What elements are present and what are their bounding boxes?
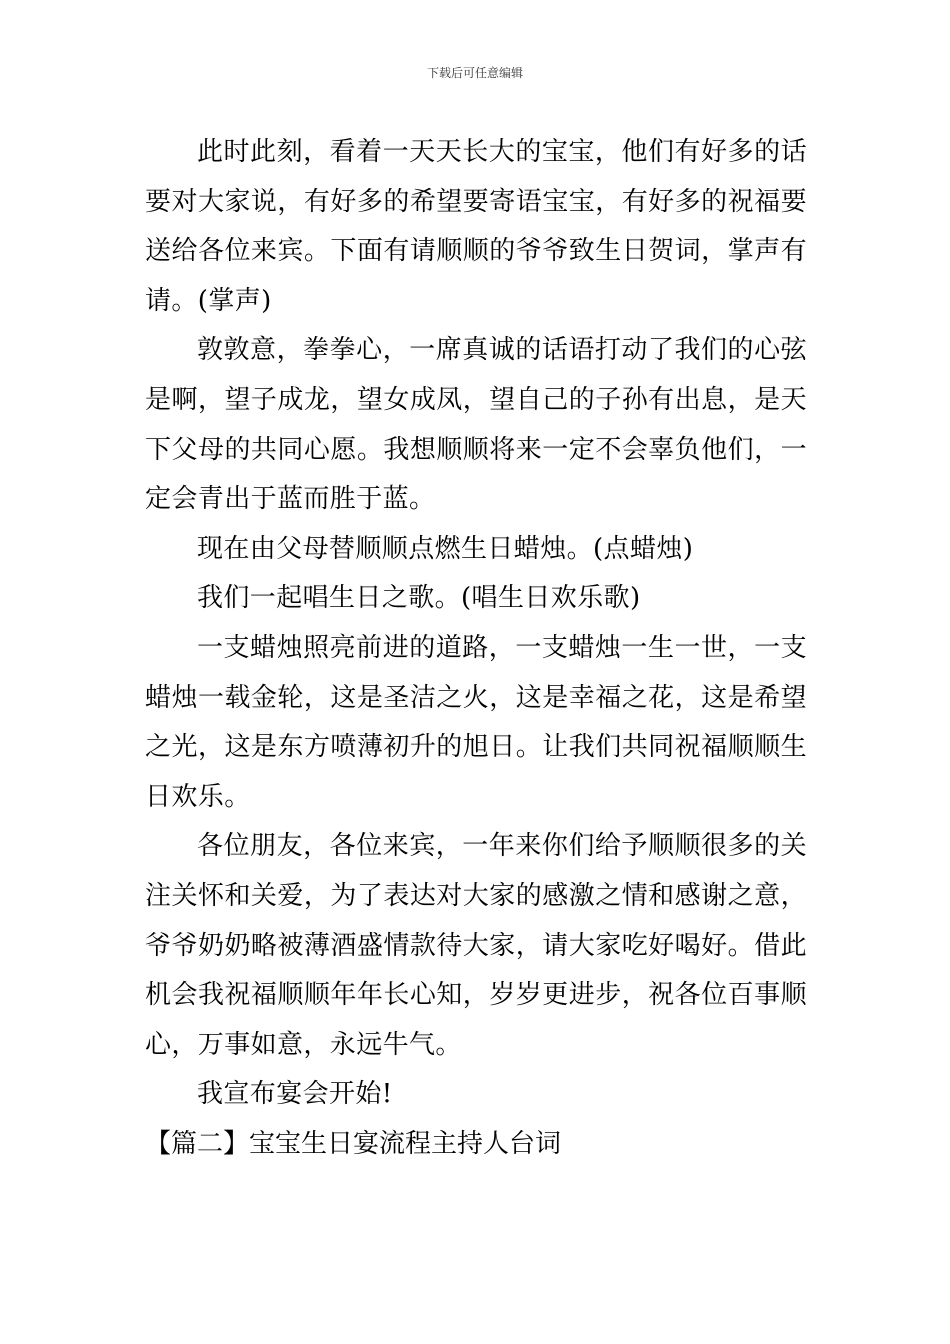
- paragraph-heartfelt-words: 敦敦意，拳拳心，一席真诚的话语打动了我们的心弦是啊，望子成龙，望女成凤，望自己的子孙有出息，是天下父母的共同心愿。我想顺顺将来一定不会辜负他们，一定会青出于蓝而胜于蓝。: [145, 335, 807, 515]
- paragraph-candle-blessing: 一支蜡烛照亮前进的道路，一支蜡烛一生一世，一支蜡烛一载金轮，这是圣洁之火，这是幸福之花，这是希望之光，这是东方喷薄初升的旭日。让我们共同祝福顺顺生日欢乐。: [145, 632, 807, 812]
- paragraph-banquet-start: 我宣布宴会开始!: [197, 1079, 393, 1110]
- section-heading: 【篇二】宝宝生日宴流程主持人台词: [145, 1128, 562, 1159]
- paragraph-thanks-guests: 各位朋友，各位来宾，一年来你们给予顺顺很多的关注关怀和关爱，为了表达对大家的感激之情和感谢之意，爷爷奶奶略被薄酒盛情款待大家，请大家吃好喝好。借此机会我祝福顺顺年年长心知，岁岁更进步，祝各位百事顺心，万事如意，永远牛气。: [145, 831, 807, 1060]
- page-header: 下载后可任意编辑: [426, 66, 523, 80]
- paragraph-birthday-greeting-intro: 此时此刻，看着一天天长大的宝宝，他们有好多的话要对大家说，有好多的希望要寄语宝宝，有好多的祝福要送给各位来宾。下面有请顺顺的爷爷致生日贺词，掌声有请。(掌声): [145, 137, 807, 316]
- document-body: [145, 128, 807, 1169]
- paragraph-sing-birthday-song: 我们一起唱生日之歌。(唱生日欢乐歌): [197, 583, 641, 614]
- paragraph-light-candles: 现在由父母替顺顺点燃生日蜡烛。(点蜡烛): [197, 533, 694, 564]
